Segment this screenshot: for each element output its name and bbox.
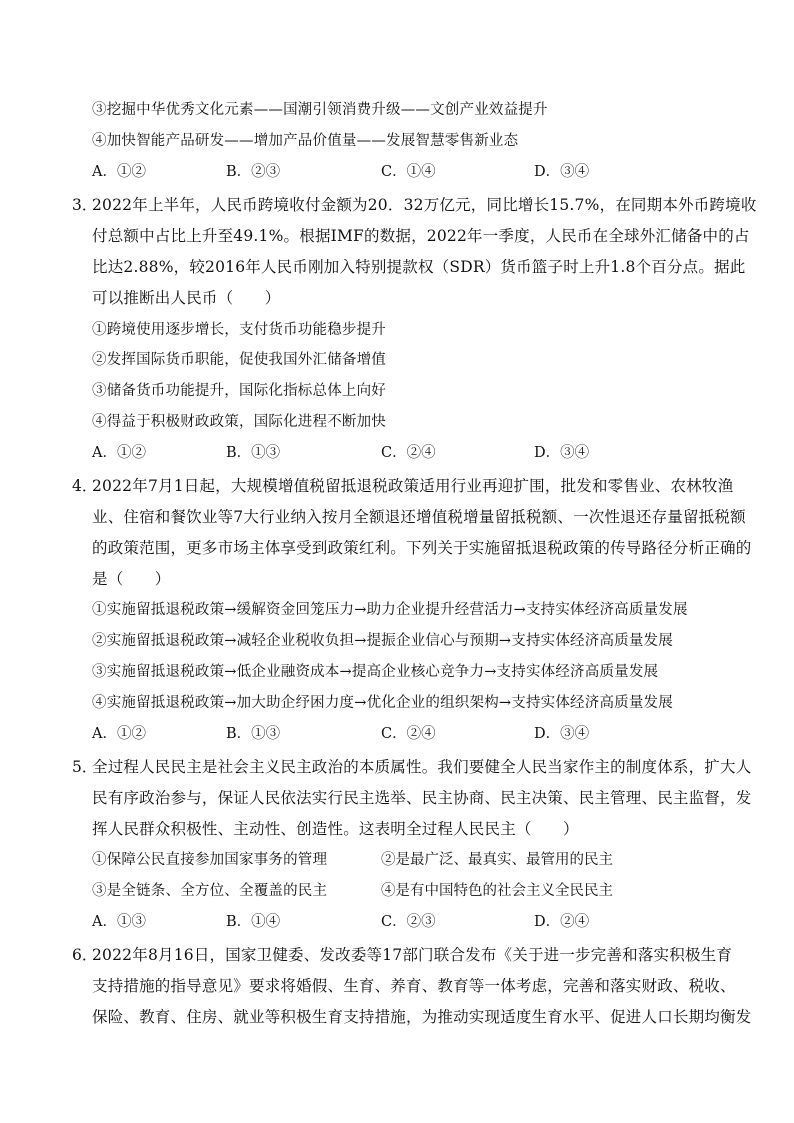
q3-answer-d: D．③④	[534, 445, 590, 461]
q5-number: 5．	[72, 758, 98, 776]
q2-answer-a: A．①②	[92, 164, 146, 180]
q3-stem-line: 2022年上半年，人民币跨境收付金额为20．32万亿元，同比增长15.7%，在同期本外币跨境收	[92, 196, 757, 214]
q6-stem-line: 支持措施的指导意见》要求将婚假、生育、养育、教育等一体考虑，完善和落实财政、税收、	[92, 977, 736, 995]
q4-number: 4．	[72, 477, 98, 495]
q3-number: 3．	[72, 196, 98, 214]
q3-answer-a: A．①②	[92, 445, 146, 461]
q4-stem-line: 2022年7月1日起，大规模增值税留抵退税政策适用行业再迎扩围，批发和零售业、农林牧渔	[92, 477, 734, 495]
q5-option-2: ②是最广泛、最真实、最管用的民主	[381, 852, 613, 868]
q3-option-4: ④得益于积极财政政策，国际化进程不断加快	[92, 414, 386, 430]
q4-option-4: ④实施留抵退税政策→加大助企纾困力度→优化企业的组织架构→支持实体经济高质量发展	[92, 695, 673, 711]
q4-stem-line: 业、住宿和餐饮业等7大行业纳入按月全额退还增值税增量留抵税额、一次性退还存量留抵税额	[92, 508, 746, 526]
q5-answer-a: A．①③	[92, 914, 146, 930]
q4-stem-line: 是（ ）	[92, 570, 171, 588]
q2-answer-d: D．③④	[534, 164, 590, 180]
q3-answer-b: B．①③	[226, 445, 281, 461]
q4-option-1: ①实施留抵退税政策→缓解资金回笼压力→助力企业提升经营活力→支持实体经济高质量发展	[92, 602, 688, 618]
q4-answer-a: A．①②	[92, 726, 146, 742]
q5-option-1: ①保障公民直接参加国家事务的管理	[92, 852, 328, 868]
q4-answer-b: B．①③	[226, 726, 281, 742]
q2-option-4: ④加快智能产品研发——增加产品价值量——发展智慧零售新业态	[92, 133, 519, 149]
q4-option-2: ②实施留抵退税政策→减轻企业税收负担→提振企业信心与预期→支持实体经济高质量发展	[92, 633, 673, 649]
q3-answer-c: C．②④	[381, 445, 436, 461]
q4-stem-line: 的政策范围，更多市场主体享受到政策红利。下列关于实施留抵退税政策的传导路径分析正确的	[92, 539, 752, 557]
q3-stem-line: 可以推断出人民币（ ）	[92, 289, 281, 307]
q4-option-3: ③实施留抵退税政策→低企业融资成本→提高企业核心竞争力→支持实体经济高质量发展	[92, 664, 659, 680]
q3-stem-line: 付总额中占比上升至49.1%。根据IMF的数据，2022年一季度，人民币在全球外汇储备中的占	[92, 227, 750, 245]
q5-option-3: ③是全链条、全方位、全覆盖的民主	[92, 883, 328, 899]
q5-stem-line: 民有序政治参与，保证人民依法实行民主选举、民主协商、民主决策、民主管理、民主监督，发	[92, 789, 752, 807]
q5-stem-line: 挥人民群众积极性、主动性、创造性。这表明全过程人民民主（ ）	[92, 820, 579, 838]
q4-answer-d: D．③④	[534, 726, 590, 742]
q6-stem-line: 保险、教育、住房、就业等积极生育支持措施，为推动实现适度生育水平、促进人口长期均衡发	[92, 1008, 752, 1026]
q4-answer-c: C．②④	[381, 726, 436, 742]
q5-answer-b: B．①④	[226, 914, 281, 930]
q5-stem-line: 全过程人民民主是社会主义民主政治的本质属性。我们要健全人民当家作主的制度体系，扩大人	[92, 758, 752, 776]
q3-stem-line: 比达2.88%，较2016年人民币刚加入特别提款权（SDR）货币篮子时上升1.8个百分点。据此	[92, 258, 746, 276]
q3-option-2: ②发挥国际货币职能，促使我国外汇储备增值	[92, 352, 386, 368]
q3-option-3: ③储备货币功能提升，国际化指标总体上向好	[92, 383, 386, 399]
q3-option-1: ①跨境使用逐步增长，支付货币功能稳步提升	[92, 322, 386, 338]
q6-number: 6．	[72, 946, 98, 964]
q2-answer-b: B．②③	[226, 164, 281, 180]
q2-answer-c: C．①④	[381, 164, 436, 180]
q5-answer-c: C．②③	[381, 914, 436, 930]
q5-option-4: ④是有中国特色的社会主义全民民主	[381, 883, 613, 899]
q6-stem-line: 2022年8月16日，国家卫健委、发改委等17部门联合发布《关于进一步完善和落实积极生育	[92, 946, 733, 964]
q2-option-3: ③挖掘中华优秀文化元素——国潮引领消费升级——文创产业效益提升	[92, 102, 548, 118]
q5-answer-d: D．②④	[534, 914, 590, 930]
